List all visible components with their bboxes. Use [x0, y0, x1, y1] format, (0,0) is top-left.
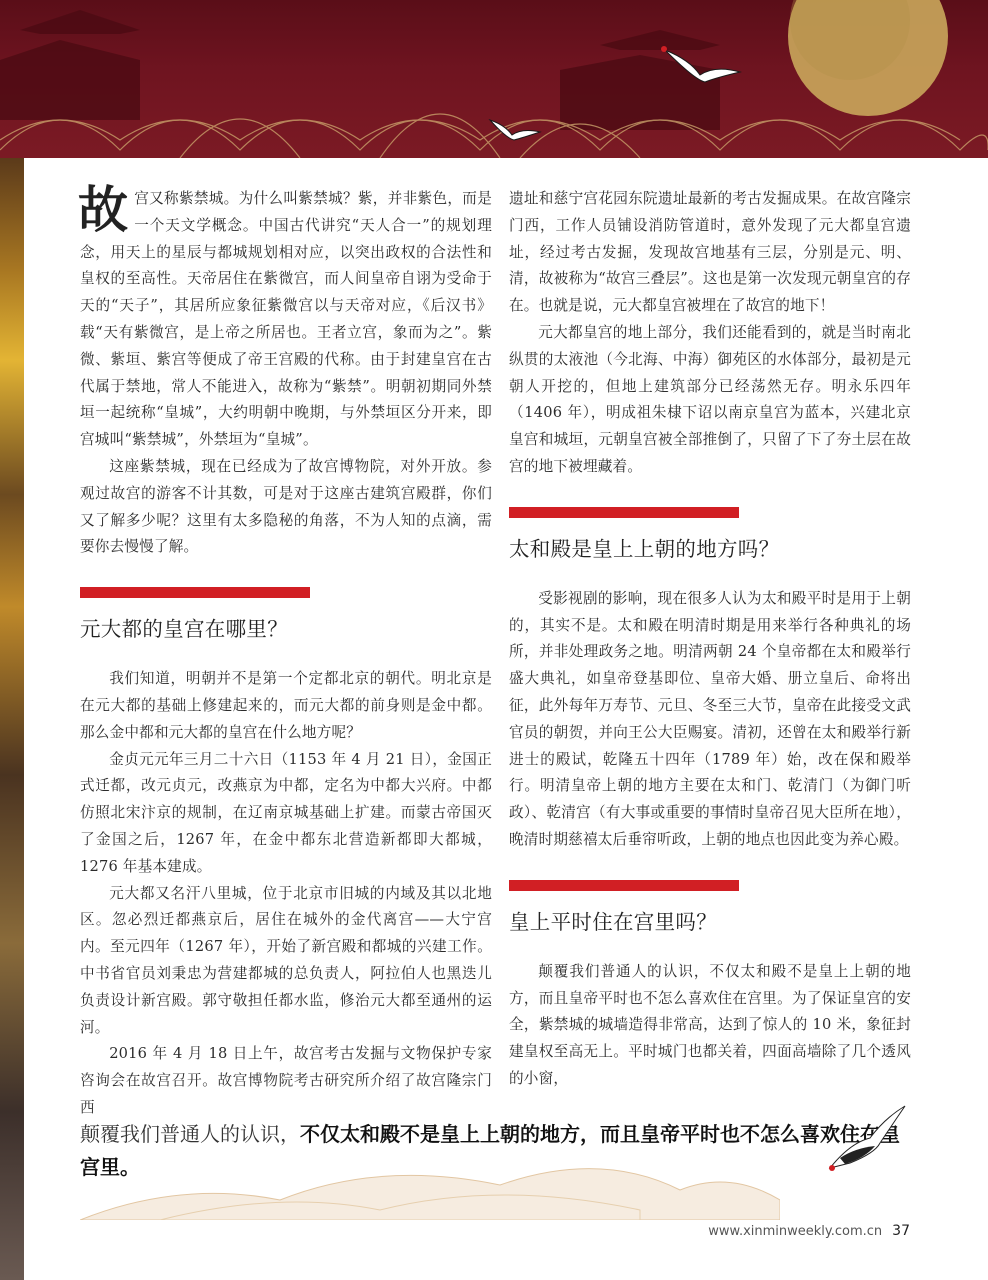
section-title: 皇上平时住在宫里吗？ — [509, 909, 717, 934]
right-column — [509, 186, 911, 1093]
section-title: 太和殿是皇上上朝的地方吗？ — [509, 536, 780, 561]
left-column — [78, 180, 492, 1122]
paragraph: 这座紫禁城，现在已经成为了故宫博物院，对外开放。参观过故宫的游客不计其数，可是对于这座古建筑宫殿群，你们又了解多少呢？这里有太多隐秘的角落，不为人知的点滴，需要你去慢慢了解。 — [80, 457, 492, 556]
pull-quote-normal: 颠覆我们普通人的认识， — [80, 1122, 300, 1146]
site-url: www.xinminweekly.com.cn — [708, 1224, 883, 1239]
paragraph: 2016 年 4 月 18 日上午，故宫考古发掘与文物保护专家咨询会在故宫召开。故宫博物院考古研究所介绍了故宫隆宗门西 — [80, 1045, 492, 1116]
intro-text: 宫又称紫禁城。为什么叫紫禁城？紫，并非紫色，而是一个天文学概念。中国古代讲究“天人合一”的规划理念，用天上的星辰与都城规划相对应，以突出政权的合法性和皇权的至高性。天帝居住在紫微宫，而人间皇帝自诩为受命于天的“天子”，其居所应象征紫微宫以与天帝对应，《后汉书》载“天有紫微宫，是上帝之所居也。王者立宫，象而为之”。紫微、紫垣、紫宫等便成了帝王宫殿的代称。由于封建皇宫在古代属于禁地，常人不能进入，故称为“紫禁”。明朝初期同外禁垣一起统称“皇城”，大约明朝中晚期，与外禁垣区分开来，即宫城叫“紫禁城”，外禁垣为“皇城”。 — [80, 190, 492, 449]
paragraph: 受影视剧的影响，现在很多人认为太和殿平时是用于上朝的，其实不是。太和殿在明清时期是用来举行各种典礼的场所，并非处理政务之地。明清两朝 24 个皇帝都在太和殿举行盛大典礼，如皇帝登基即位、皇帝大婚、册立皇后、命将出征，此外每年万寿节、元旦、冬至三大节，皇帝在此接受文武官员的朝贺，并向王公大臣赐宴。清初，还曾在太和殿举行新进士的殿试，乾隆五十四年（1789 年）始，改在保和殿举行。明清皇帝上朝的地方主要在太和门、乾清门（为御门听政）、乾清宫（有大事或重要的事情时皇帝召见大臣所在地），晚清时期慈禧太后垂帘听政，上朝的地点也因此变为养心殿。 — [509, 589, 911, 848]
pull-quote-bold: 不仅太和殿不是皇上上朝的地方，而且皇帝平时也不怎么喜欢住在皇宫里。 — [80, 1122, 900, 1179]
section-bar — [509, 880, 739, 891]
paragraph: 遗址和慈宁宫花园东院遗址最新的考古发掘成果。在故宫隆宗门西，工作人员铺设消防管道时，意外发现了元大都皇宫遗址，经过考古发掘，发现故宫地基有三层，分别是元、明、清，故被称为“故宫三叠层”。这也是第一次发现元朝皇宫的存在。也就是说，元大都皇宫被埋在了故宫的地下！ — [509, 190, 911, 315]
paragraph: 金贞元元年三月二十六日（1153 年 4 月 21 日），金国正式迁都，改元贞元，改燕京为中都，定名为中都大兴府。中都仿照北宋汴京的规制，在辽南京城基础上扩建。而蒙古帝国灭了金国之后，1267 年，在金中都东北营造新都即大都城，1276 年基本建成。 — [80, 750, 492, 875]
section-title: 元大都的皇宫在哪里？ — [80, 617, 288, 642]
paragraph: 颠覆我们普通人的认识，不仅太和殿不是皇上上朝的地方，而且皇帝平时也不怎么喜欢住在宫里。为了保证皇宫的安全，紫禁城的城墙造得非常高，达到了惊人的 10 米，象征封建皇权至高无上。平时城门也都关着，四面高墙除了几个透风的小窗， — [509, 962, 911, 1087]
dropcap: 故 — [78, 180, 129, 239]
footer — [708, 1223, 910, 1239]
crane-icon — [820, 1098, 910, 1188]
page-number: 37 — [892, 1223, 910, 1239]
intro-paragraph — [78, 180, 492, 454]
palace-silhouette — [0, 10, 720, 130]
header-banner — [0, 0, 988, 158]
section-bar — [509, 507, 739, 518]
banner-illustration — [0, 0, 988, 158]
paragraph: 元大都又名汗八里城，位于北京市旧城的内域及其以北地区。忽必烈迁都燕京后，居住在城外的金代离宫——大宁宫内。至元四年（1267 年），开始了新宫殿和都城的兴建工作。中书省官员刘秉忠为营建都城的总负责人，阿拉伯人也黑迭儿负责设计新宫殿。郭守敬担任都水监，修治元大都至通州的运河。 — [80, 884, 492, 1036]
paragraph: 元大都皇宫的地上部分，我们还能看到的，就是当时南北纵贯的太液池（今北海、中海）御苑区的水体部分，最初是元朝人开挖的，但地上建筑部分已经荡然无存。明永乐四年（1406 年），明成祖朱棣下诏以南京皇宫为蓝本，兴建北京皇宫和城垣，元朝皇宫被全部推倒了，只留了下了夯土层在故宫的地下被埋藏着。 — [509, 323, 911, 475]
section-bar — [80, 587, 310, 598]
side-decoration — [0, 158, 24, 1280]
paragraph: 我们知道，明朝并不是第一个定都北京的朝代。明北京是在元大都的基础上修建起来的，而元大都的前身则是金中都。那么金中都和元大都的皇宫在什么地方呢？ — [80, 670, 492, 741]
cloud-waves — [0, 114, 988, 158]
pull-quote — [80, 1118, 910, 1184]
